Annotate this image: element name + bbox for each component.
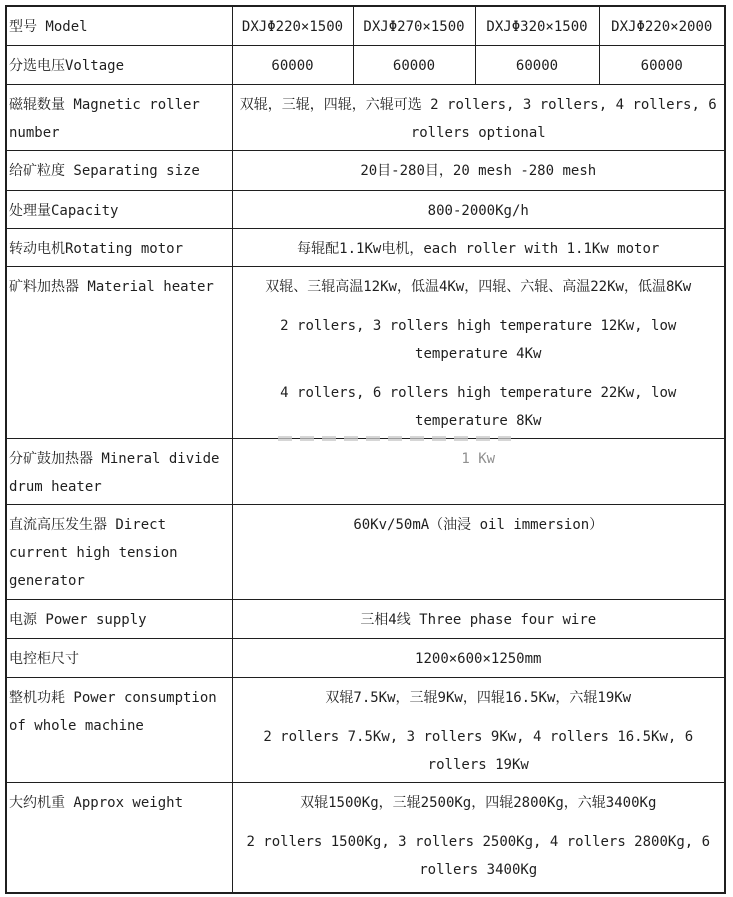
value-line: 4 rollers, 6 rollers high temperature 22Kw, low temperature 8Kw	[280, 384, 677, 429]
value-line: 三相4线 Three phase four wire	[360, 611, 597, 628]
model-value-3: DXJΦ320×1500	[475, 6, 599, 45]
voltage-value-3: 60000	[475, 45, 599, 84]
row-label-material-heater: 矿料加热器 Material heater	[6, 266, 232, 438]
spec-row-separating-size	[6, 150, 725, 190]
row-label-voltage: 分选电压Voltage	[6, 45, 232, 84]
value-line: 60Kv/50mA（油浸 oil immersion）	[353, 516, 604, 533]
row-label-capacity: 处理量Capacity	[6, 190, 232, 228]
row-value-power-supply	[232, 599, 725, 638]
row-label-drum-heater: 分矿鼓加热器 Mineral divide drum heater	[6, 438, 232, 504]
model-value-4: DXJΦ220×2000	[599, 6, 725, 45]
row-label-rotating-motor: 转动电机Rotating motor	[6, 228, 232, 266]
row-value-cabinet-size	[232, 638, 725, 677]
model-value-2: DXJΦ270×1500	[353, 6, 475, 45]
spec-row-power-consumption	[6, 677, 725, 782]
value-line: 双辊，三辊，四辊，六辊可选 2 rollers, 3 rollers, 4 rollers, 6 rollers optional	[239, 96, 717, 141]
row-value-material-heater	[232, 266, 725, 438]
row-label-weight: 大约机重 Approx weight	[6, 782, 232, 893]
row-label-model: 型号 Model	[6, 6, 232, 45]
row-value-drum-heater	[232, 438, 725, 504]
value-line: 双辊7.5Kw，三辊9Kw，四辊16.5Kw，六辊19Kw	[325, 689, 632, 706]
spec-row-capacity	[6, 190, 725, 228]
value-line: 20目-280目，20 mesh -280 mesh	[360, 162, 597, 179]
row-value-weight	[232, 782, 725, 893]
value-line: 每辊配1.1Kw电机，each roller with 1.1Kw motor	[297, 240, 660, 257]
spec-row-model	[6, 6, 725, 45]
row-label-hv-generator: 直流高压发生器 Direct current high tension generator	[6, 504, 232, 599]
row-label-separating-size: 给矿粒度 Separating size	[6, 150, 232, 190]
row-label-roller-number: 磁辊数量 Magnetic roller number	[6, 84, 232, 150]
voltage-value-2: 60000	[353, 45, 475, 84]
row-value-roller-number	[232, 84, 725, 150]
spec-table	[5, 5, 726, 894]
value-line: 1 Kw	[461, 450, 496, 467]
row-label-cabinet-size: 电控柜尺寸	[6, 638, 232, 677]
row-value-hv-generator	[232, 504, 725, 599]
value-line: 1200×600×1250mm	[415, 650, 542, 667]
spec-row-cabinet-size	[6, 638, 725, 677]
spec-row-rotating-motor	[6, 228, 725, 266]
spec-row-voltage	[6, 45, 725, 84]
voltage-value-1: 60000	[232, 45, 353, 84]
spec-row-roller-number	[6, 84, 725, 150]
spec-row-material-heater	[6, 266, 725, 438]
spec-row-hv-generator	[6, 504, 725, 599]
spec-row-drum-heater	[6, 438, 725, 504]
spec-row-weight	[6, 782, 725, 893]
value-line: 双辊、三辊高温12Kw，低温4Kw，四辊、六辊、高温22Kw，低温8Kw	[265, 278, 692, 295]
row-value-rotating-motor	[232, 228, 725, 266]
value-line: 2 rollers 1500Kg, 3 rollers 2500Kg, 4 rollers 2800Kg, 6 rollers 3400Kg	[246, 833, 711, 878]
value-line: 2 rollers 7.5Kw, 3 rollers 9Kw, 4 rollers 16.5Kw, 6 rollers 19Kw	[263, 728, 694, 773]
row-label-power-consumption: 整机功耗 Power consumption of whole machine	[6, 677, 232, 782]
row-label-power-supply: 电源 Power supply	[6, 599, 232, 638]
value-line: 800-2000Kg/h	[427, 202, 529, 219]
value-line: 双辊1500Kg，三辊2500Kg，四辊2800Kg，六辊3400Kg	[300, 794, 657, 811]
row-value-power-consumption	[232, 677, 725, 782]
row-value-capacity	[232, 190, 725, 228]
voltage-value-4: 60000	[599, 45, 725, 84]
model-value-1: DXJΦ220×1500	[232, 6, 353, 45]
value-line: 2 rollers, 3 rollers high temperature 12Kw, low temperature 4Kw	[280, 317, 677, 362]
row-value-separating-size	[232, 150, 725, 190]
spec-row-power-supply	[6, 599, 725, 638]
